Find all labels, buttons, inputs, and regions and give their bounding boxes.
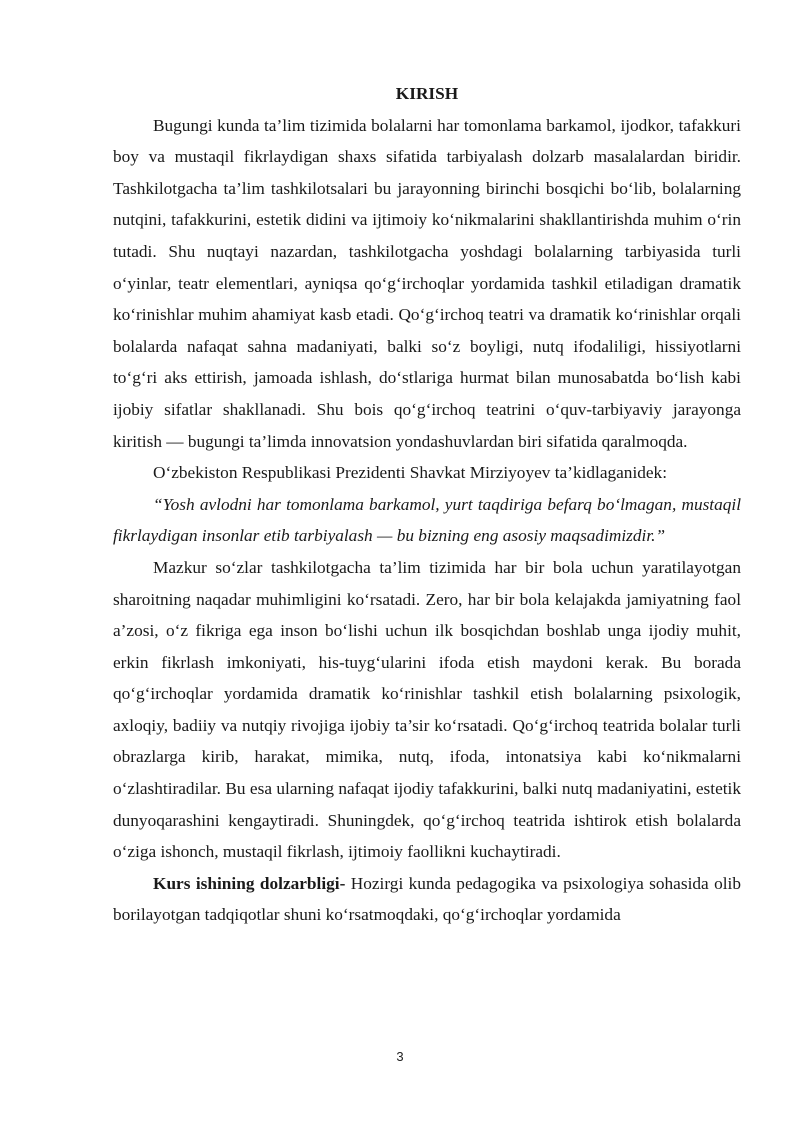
commentary-paragraph: Mazkur so‘zlar tashkilotgacha ta’lim tizimida har bir bola uchun yaratilayotgan sharoitning naqadar muhimligini ko‘rsatadi. Zero, har bir bola kelajakda jamiyatning faol a’zosi, o‘z fikriga ega inson bo‘lishi uchun ilk bosqichdan boshlab unga ijodiy muhit, erkin fikrlash imkoniyati, his-tuyg‘ularini ifoda etish maydoni kerak. Bu borada qo‘g‘irchoqlar yordamida dramatik ko‘rinishlar tashkil etish bolalarning psixologik, axloqiy, badiiy va nutqiy rivojiga ijobiy ta’sir ko‘rsatadi. Qo‘g‘irchoq teatrida bolalar turli obrazlarga kirib, harakat, mimika, nutq, ifoda, intonatsiya kabi ko‘nikmalarni o‘zlashtiradilar. Bu esa ularning nafaqat ijodiy tafakkurini, balki nutq madaniyatini, estetik dunyoqarashini kengaytiradi. Shuningdek, qo‘g‘irchoq teatrida ishtirok etish bolalarda o‘ziga ishonch, mustaqil fikrlash, ijtimoiy faollikni kuchaytiradi. xyxy=(113,557,741,862)
relevance-paragraph xyxy=(113,868,741,931)
page-title: KIRISH xyxy=(395,84,459,103)
relevance-heading: Kurs ishining dolzarbligi- xyxy=(153,873,346,893)
intro-paragraph: Bugungi kunda ta’lim tizimida bolalarni har tomonlama barkamol, ijodkor, tafakkuri boy va mustaqil fikrlaydigan shaxs sifatida tarbiyalash dolzarb masalalardan biridir. Tashkilotgacha ta’lim tashkilotsalari bu jarayonning birinchi bosqichi bo‘lib, bolalarning nutqini, tafakkurini, estetik didini va ijtimoiy ko‘nikmalarini shakllantirishda muhim o‘rin tutadi. Shu nuqtayi nazardan, tashkilotgacha yoshdagi bolalarning tarbiyasida turli o‘yinlar, teatr elementlari, ayniqsa qo‘g‘irchoqlar yordamida tashkil etiladigan dramatik ko‘rinishlar muhim ahamiyat kasb etadi. Qo‘g‘irchoq teatri va dramatik ko‘rinishlar orqali bolalarda nafaqat sahna madaniyati, balki so‘z boyligi, nutq ifodaliligi, hissiyotlarni to‘g‘ri aks ettirish, jamoada ishlash, do‘stlariga hurmat bilan munosabatda bo‘lish kabi ijobiy sifatlar shakllanadi. Shu bois qo‘g‘irchoq teatrini o‘quv-tarbiyaviy jarayonga kiritish — bugungi ta’limda innovatsion yondashuvlardan biri sifatida qaralmoqda. xyxy=(113,115,741,451)
president-quote-lead: O‘zbekiston Respublikasi Prezidenti Shavkat Mirziyoyev ta’kidlaganidek: xyxy=(153,463,667,483)
president-quote: “Yosh avlodni har tomonlama barkamol, yurt taqdiriga befarq bo‘lmagan, mustaqil fikrlaydigan insonlar etib tarbiyalash — bu bizning eng asosiy maqsadimizdir.” xyxy=(113,494,741,546)
page-number: 3 xyxy=(396,1049,404,1064)
page-content xyxy=(113,78,741,931)
relevance-text: Hozirgi kunda pedagogika va psixologiya sohasida olib borilayotgan tadqiqotlar shuni ko‘rsatmoqdaki, qo‘g‘irchoqlar yordamida xyxy=(113,873,741,925)
